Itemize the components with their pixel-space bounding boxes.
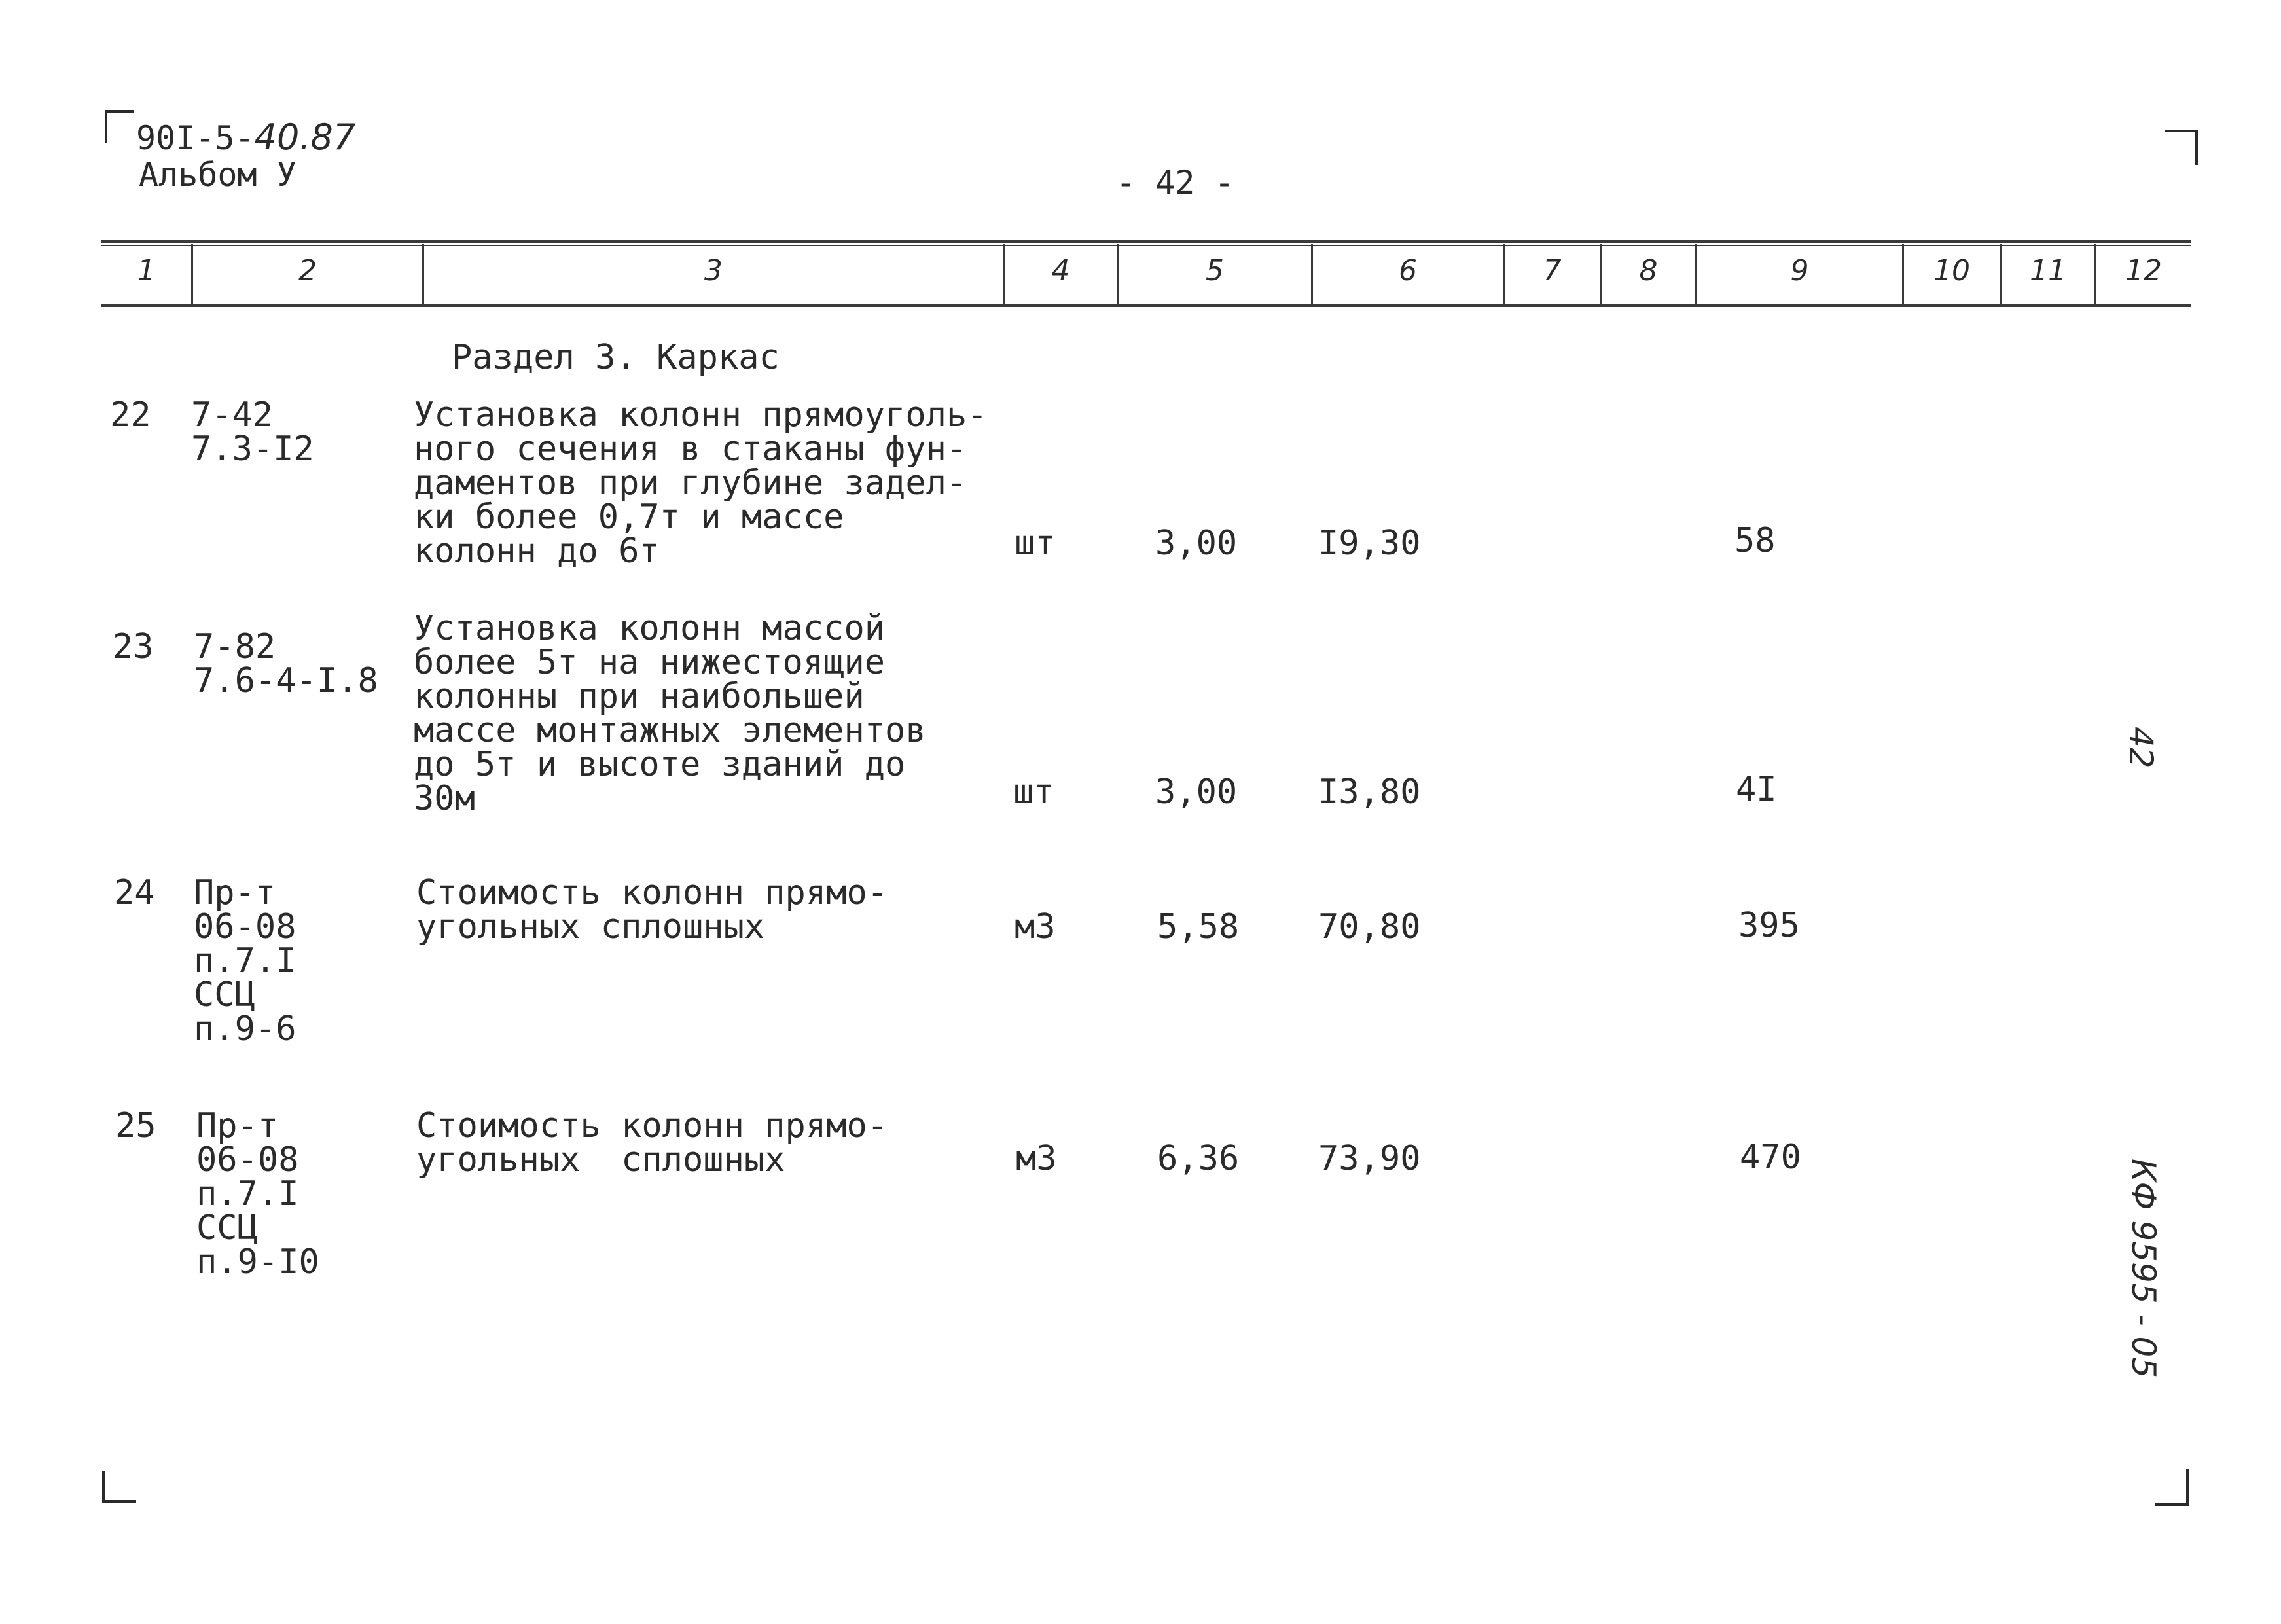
corner-mark-bottom-left (102, 1471, 136, 1503)
row-quantity: 6,36 (1157, 1139, 1240, 1178)
column-header-11: 11 (2030, 254, 2066, 287)
row-quantity: 3,00 (1155, 524, 1238, 563)
row-code: Пр-т 06-08 п.7.I ССЦ п.9-6 (194, 873, 296, 1049)
column-header-7: 7 (1543, 254, 1562, 287)
row-unit-price: I9,30 (1318, 524, 1421, 563)
corner-mark-bottom-right (2155, 1469, 2189, 1506)
section-title: Раздел 3. Каркас (452, 338, 780, 377)
row-description: Стоимость колонн прямо- угольных сплошных (416, 873, 888, 947)
page-number: - 42 - (1116, 164, 1234, 202)
column-header-1: 1 (137, 254, 156, 287)
column-header-12: 12 (2125, 254, 2162, 287)
row-unit-price: 70,80 (1318, 907, 1421, 947)
header-rule-top (101, 240, 2191, 243)
column-header-3: 3 (704, 254, 723, 287)
row-code: 7-82 7.6-4-I.8 (194, 627, 378, 700)
row-number: 23 (113, 627, 154, 666)
row-quantity: 3,00 (1155, 772, 1238, 812)
corner-mark-top-right (2165, 130, 2198, 165)
document-code-printed: 90I-5- (136, 119, 255, 157)
row-total: 4I (1736, 770, 1777, 809)
row-number: 25 (115, 1106, 156, 1146)
document-code-handwritten: 40.87 (254, 117, 356, 158)
column-header-9: 9 (1790, 254, 1809, 287)
row-description: Установка колонн прямоуголь- ного сечения в стаканы фун- даментов при глубине задел- ки более 0,7т и массе колонн до 6т (414, 395, 988, 571)
margin-page-number: 42 (2122, 727, 2160, 768)
row-description: Установка колонн массой более 5т на нижестоящие колонны при наибольшей массе монтажных элементов до 5т и высоте зданий до 30м (414, 609, 926, 818)
row-total: 395 (1738, 906, 1800, 945)
row-total: 58 (1734, 521, 1776, 560)
header-rule-top-thin (101, 245, 2191, 246)
row-quantity: 5,58 (1157, 907, 1240, 947)
row-unit: шт (1013, 772, 1054, 812)
column-header-6: 6 (1399, 254, 1417, 287)
row-unit: м3 (1016, 1139, 1057, 1178)
row-code: 7-42 7.3-I2 (191, 395, 314, 469)
column-header-8: 8 (1639, 254, 1658, 287)
margin-archive-code: КФ 9595 - 05 (2125, 1159, 2163, 1379)
row-total: 470 (1740, 1138, 1801, 1177)
header-rule-bottom (101, 304, 2191, 307)
document-code (136, 117, 355, 158)
row-number: 22 (110, 395, 151, 435)
row-unit: м3 (1015, 907, 1056, 947)
row-code: Пр-т 06-08 п.7.I ССЦ п.9-I0 (196, 1106, 319, 1282)
row-number: 24 (114, 873, 155, 912)
column-header-10: 10 (1933, 254, 1970, 287)
corner-mark-top-left (105, 110, 134, 143)
row-description: Стоимость колонн прямо- угольных сплошных (416, 1106, 888, 1180)
column-header-2: 2 (298, 254, 317, 287)
album-label: Альбом У (139, 156, 296, 194)
column-header-5: 5 (1206, 254, 1224, 287)
row-unit-price: I3,80 (1318, 772, 1421, 812)
row-unit: шт (1015, 524, 1056, 563)
column-header-4: 4 (1051, 254, 1070, 287)
row-unit-price: 73,90 (1318, 1139, 1421, 1178)
